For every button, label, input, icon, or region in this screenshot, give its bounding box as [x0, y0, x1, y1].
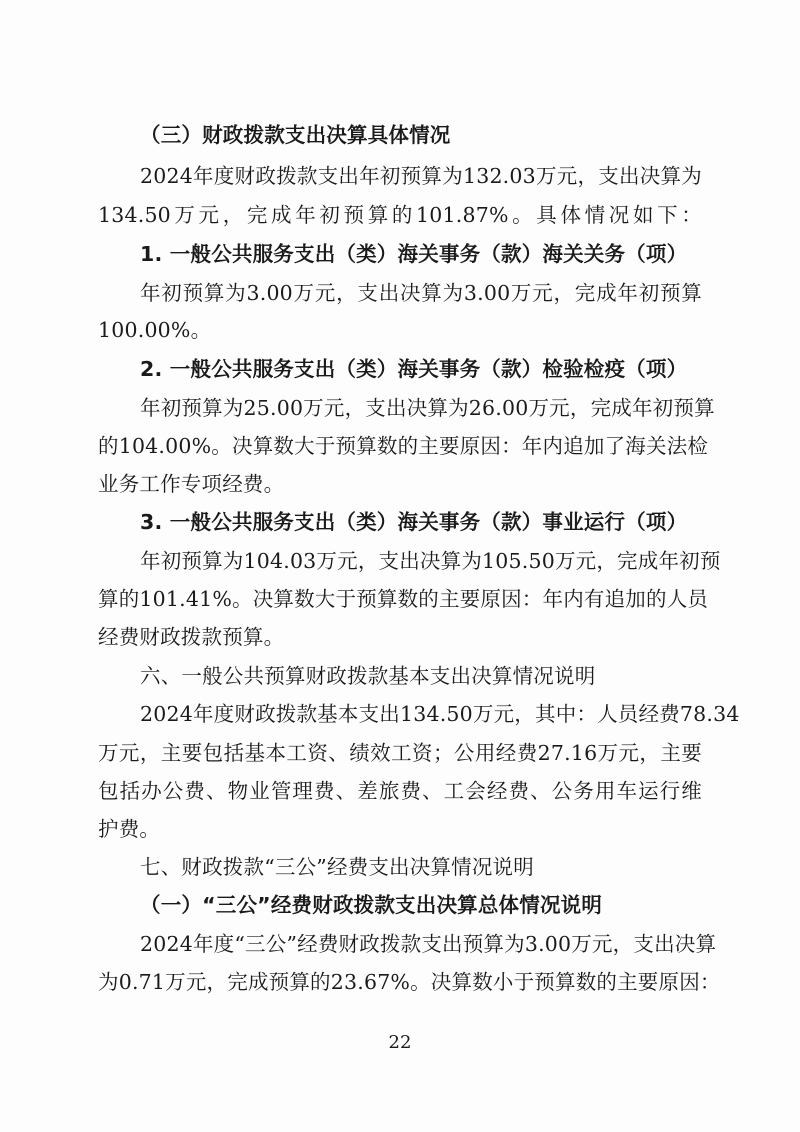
paragraph-line: 年初预算为3.00万元，支出决算为3.00万元，完成年初预算 — [140, 281, 702, 305]
section-heading-6: 六、一般公共预算财政拨款基本支出决算情况说明 — [140, 664, 596, 688]
paragraph-line: 护费。 — [98, 817, 161, 841]
paragraph-line: 业务工作专项经费。 — [98, 472, 285, 496]
paragraph-line: 134.50万元，完成年初预算的101.87%。具体情况如下： — [98, 203, 702, 227]
subsection-heading-1: （一）“三公”经费财政拨款支出决算总体情况说明 — [140, 893, 603, 917]
paragraph-line: 经费财政拨款预算。 — [98, 625, 285, 649]
paragraph-line: 包括办公费、物业管理费、差旅费、工会经费、公务用车运行维 — [98, 779, 702, 803]
item-heading-3: 3. 一般公共服务支出（类）海关事务（款）事业运行（项） — [140, 510, 688, 534]
paragraph-line: 的104.00%。决算数大于预算数的主要原因：年内追加了海关法检 — [98, 434, 709, 458]
page-number: 22 — [388, 1032, 412, 1053]
paragraph-line: 2024年度财政拨款基本支出134.50万元，其中：人员经费78.34 — [140, 702, 740, 726]
paragraph-line: 算的101.41%。决算数大于预算数的主要原因：年内有追加的人员 — [98, 587, 709, 611]
paragraph-line: 2024年度财政拨款支出年初预算为132.03万元，支出决算为 — [140, 164, 702, 188]
paragraph-line: 2024年度“三公”经费财政拨款支出预算为3.00万元，支出决算 — [140, 932, 717, 956]
item-heading-1: 1. 一般公共服务支出（类）海关事务（款）海关关务（项） — [140, 242, 688, 266]
paragraph-line: 万元，主要包括基本工资、绩效工资；公用经费27.16万元，主要 — [98, 741, 702, 765]
section-heading-7: 七、财政拨款“三公”经费支出决算情况说明 — [140, 855, 534, 879]
section-heading-3: （三）财政拨款支出决算具体情况 — [140, 123, 451, 147]
paragraph-line: 年初预算为25.00万元，支出决算为26.00万元，完成年初预算 — [140, 396, 715, 420]
paragraph-line: 100.00%。 — [98, 318, 212, 342]
paragraph-line: 年初预算为104.03万元，支出决算为105.50万元，完成年初预 — [140, 549, 721, 573]
item-heading-2: 2. 一般公共服务支出（类）海关事务（款）检验检疫（项） — [140, 357, 688, 381]
paragraph-line: 为0.71万元，完成预算的23.67%。决算数小于预算数的主要原因： — [98, 970, 721, 994]
